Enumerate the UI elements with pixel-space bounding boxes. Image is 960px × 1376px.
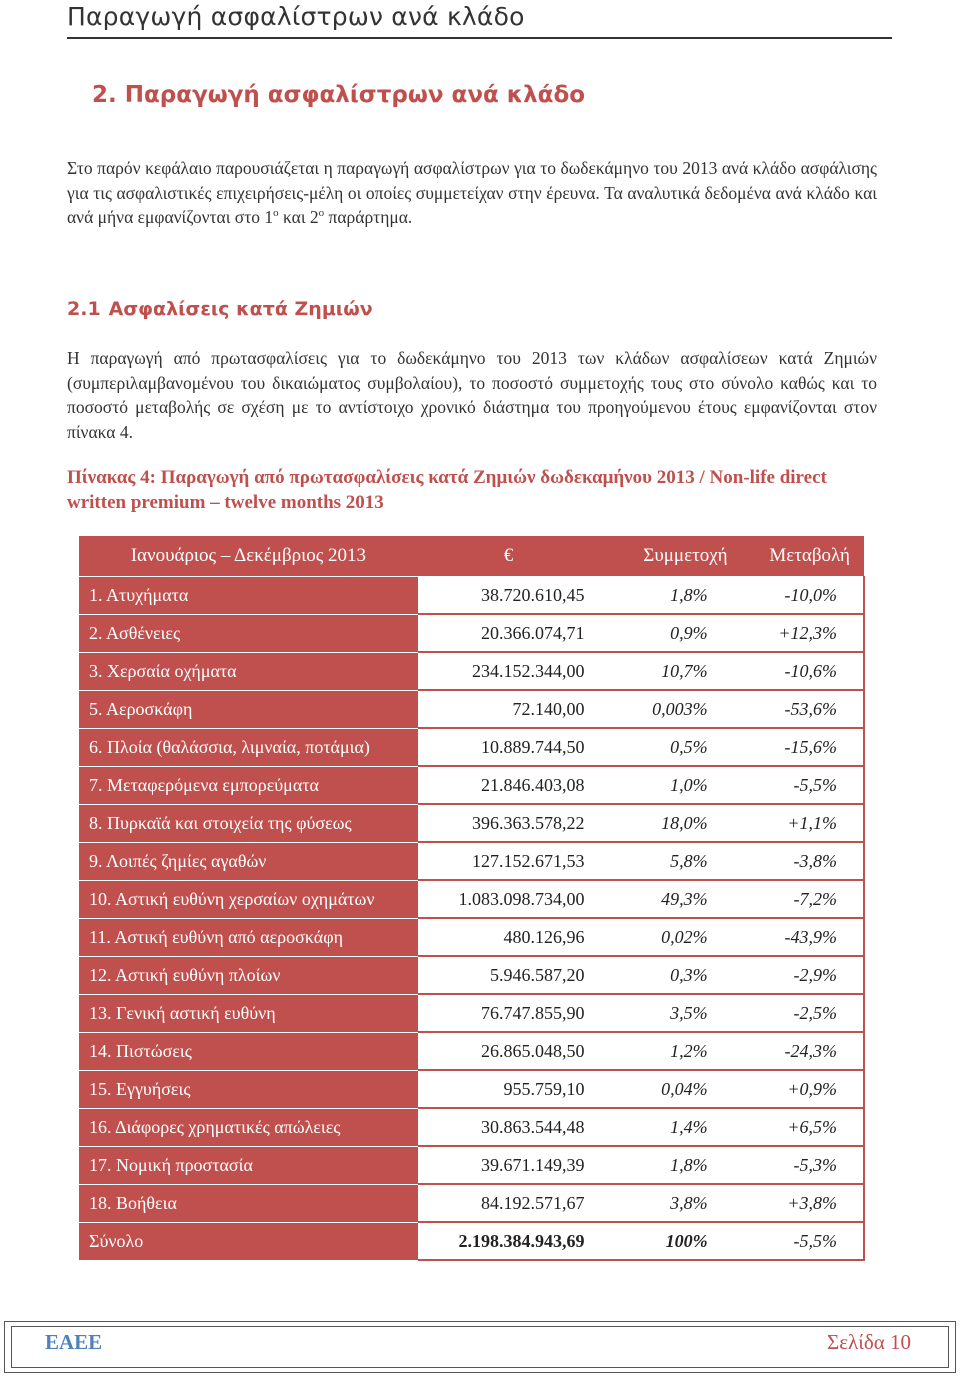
change-percent: +6,5% (734, 1108, 864, 1146)
premium-table (79, 536, 865, 1261)
share-percent: 1,8% (605, 577, 734, 615)
footer-box (4, 1321, 956, 1373)
table-caption: Πίνακας 4: Παραγωγή από πρωτασφαλίσεις κατά Ζημιών δωδεκαμήνου 2013 / Non-life direct written premium – twelve months 2013 (67, 467, 827, 513)
premium-value: 5.946.587,20 (418, 956, 605, 994)
premium-value: 234.152.344,00 (418, 652, 605, 690)
class-name: 8. Πυρκαϊά και στοιχεία της φύσεως (79, 804, 418, 842)
share-percent: 10,7% (605, 652, 734, 690)
premium-value: 10.889.744,50 (418, 728, 605, 766)
premium-value: 20.366.074,71 (418, 614, 605, 652)
header-currency: € (418, 536, 605, 577)
share-percent: 1,8% (605, 1146, 734, 1184)
share-percent: 5,8% (605, 842, 734, 880)
share-percent: 100% (605, 1222, 734, 1260)
table-row (79, 652, 864, 690)
subsection-title (67, 298, 373, 320)
premium-value: 955.759,10 (418, 1070, 605, 1108)
table-row (79, 880, 864, 918)
table-total-row (79, 1222, 864, 1260)
table-row (79, 1184, 864, 1222)
footer-org: ΕΑΕΕ (45, 1330, 103, 1354)
premium-value: 2.198.384.943,69 (418, 1222, 605, 1260)
premium-value: 127.152.671,53 (418, 842, 605, 880)
table-row (79, 1146, 864, 1184)
change-percent: +1,1% (734, 804, 864, 842)
footer-page-number: Σελίδα 10 (826, 1330, 911, 1354)
header-share: Συμμετοχή (605, 536, 734, 577)
table-row (79, 994, 864, 1032)
subsection-number: 2.1 (67, 298, 101, 320)
share-percent: 3,8% (605, 1184, 734, 1222)
premium-value: 396.363.578,22 (418, 804, 605, 842)
change-percent: -53,6% (734, 690, 864, 728)
class-name: Σύνολο (79, 1222, 418, 1260)
intro-sup-2: ο (318, 207, 325, 220)
table-row (79, 842, 864, 880)
table-row (79, 1032, 864, 1070)
class-name: 17. Νομική προστασία (79, 1146, 418, 1184)
change-percent: +0,9% (734, 1070, 864, 1108)
class-name: 18. Βοήθεια (79, 1184, 418, 1222)
class-name: 11. Αστική ευθύνη από αεροσκάφη (79, 918, 418, 956)
class-name: 2. Ασθένειες (79, 614, 418, 652)
share-percent: 0,04% (605, 1070, 734, 1108)
premium-value: 1.083.098.734,00 (418, 880, 605, 918)
premium-value: 39.671.149,39 (418, 1146, 605, 1184)
table-row (79, 1070, 864, 1108)
class-name: 13. Γενική αστική ευθύνη (79, 994, 418, 1032)
class-name: 5. Αεροσκάφη (79, 690, 418, 728)
premium-value: 21.846.403,08 (418, 766, 605, 804)
class-name: 7. Μεταφερόμενα εμπορεύματα (79, 766, 418, 804)
change-percent: -43,9% (734, 918, 864, 956)
change-percent: -10,6% (734, 652, 864, 690)
share-percent: 1,2% (605, 1032, 734, 1070)
table-row (79, 918, 864, 956)
change-percent: -5,3% (734, 1146, 864, 1184)
class-name: 3. Χερσαία οχήματα (79, 652, 418, 690)
share-percent: 49,3% (605, 880, 734, 918)
change-percent: -5,5% (734, 1222, 864, 1260)
table-row (79, 956, 864, 994)
table-row (79, 766, 864, 804)
intro-text-start: Στο παρόν κεφάλαιο παρουσιάζεται η παραγωγή ασφαλίστρων για το δωδεκάμηνο του 2013 ανά κλάδο ασφάλισης για τις ασφαλιστικές επιχειρήσεις-μέλη οι οποίες συμμετείχαν στην έρευνα. Τα αναλυτικά δεδομένα ανά κλάδο και ανά μήνα εμφανίζονται στο 1 (67, 158, 877, 227)
table-row (79, 614, 864, 652)
share-percent: 1,4% (605, 1108, 734, 1146)
change-percent: -3,8% (734, 842, 864, 880)
intro-text-end: παράρτημα. (324, 207, 413, 227)
subsection-title-text: Ασφαλίσεις κατά Ζημιών (108, 298, 373, 320)
section-title (92, 82, 585, 108)
share-percent: 0,3% (605, 956, 734, 994)
change-percent: -2,9% (734, 956, 864, 994)
class-name: 16. Διάφορες χρηματικές απώλειες (79, 1108, 418, 1146)
table-header-row (79, 536, 864, 577)
change-percent: -10,0% (734, 577, 864, 615)
intro-sup-1: ο (273, 207, 279, 220)
class-name: 6. Πλοία (θαλάσσια, λιμναία, ποτάμια) (79, 728, 418, 766)
header-change: Μεταβολή (734, 536, 864, 577)
change-percent: -7,2% (734, 880, 864, 918)
class-name: 15. Εγγυήσεις (79, 1070, 418, 1108)
premium-value: 480.126,96 (418, 918, 605, 956)
table-body (79, 577, 864, 1261)
share-percent: 0,9% (605, 614, 734, 652)
intro-paragraph (67, 156, 877, 230)
premium-value: 84.192.571,67 (418, 1184, 605, 1222)
change-percent: -15,6% (734, 728, 864, 766)
class-name: 14. Πιστώσεις (79, 1032, 418, 1070)
class-name: 10. Αστική ευθύνη χερσαίων οχημάτων (79, 880, 418, 918)
table-row (79, 728, 864, 766)
section-number: 2. (92, 82, 117, 108)
premium-value: 76.747.855,90 (418, 994, 605, 1032)
share-percent: 0,003% (605, 690, 734, 728)
share-percent: 3,5% (605, 994, 734, 1032)
table-row (79, 804, 864, 842)
premium-value: 72.140,00 (418, 690, 605, 728)
running-header: Παραγωγή ασφαλίστρων ανά κλάδο (67, 2, 525, 31)
share-percent: 0,5% (605, 728, 734, 766)
share-percent: 18,0% (605, 804, 734, 842)
change-percent: -24,3% (734, 1032, 864, 1070)
change-percent: -2,5% (734, 994, 864, 1032)
share-percent: 0,02% (605, 918, 734, 956)
intro-text-mid: και 2 (278, 207, 319, 227)
change-percent: -5,5% (734, 766, 864, 804)
section-title-text: Παραγωγή ασφαλίστρων ανά κλάδο (124, 82, 586, 108)
table-row (79, 1108, 864, 1146)
class-name: 12. Αστική ευθύνη πλοίων (79, 956, 418, 994)
class-name: 1. Ατυχήματα (79, 577, 418, 615)
footer-inner (11, 1326, 949, 1368)
header-period: Ιανουάριος – Δεκέμβριος 2013 (79, 536, 418, 577)
share-percent: 1,0% (605, 766, 734, 804)
change-percent: +12,3% (734, 614, 864, 652)
header-rule (67, 37, 892, 39)
premium-value: 38.720.610,45 (418, 577, 605, 615)
class-name: 9. Λοιπές ζημίες αγαθών (79, 842, 418, 880)
premium-value: 30.863.544,48 (418, 1108, 605, 1146)
table-row (79, 690, 864, 728)
change-percent: +3,8% (734, 1184, 864, 1222)
table-row (79, 577, 864, 615)
premium-value: 26.865.048,50 (418, 1032, 605, 1070)
subsection-paragraph: Η παραγωγή από πρωτασφαλίσεις για το δωδεκάμηνο του 2013 των κλάδων ασφαλίσεων κατά Ζημιών (συμπεριλαμβανομένου του δικαιώματος συμβολαίου), το ποσοστό συμμετοχής τους στο σύνολο καθώς και το ποσοστό μεταβολής σε σχέση με το αντίστοιχο χρονικό διάστημα του προηγούμενου έτους εμφανίζονται στον πίνακα 4. (67, 348, 877, 442)
